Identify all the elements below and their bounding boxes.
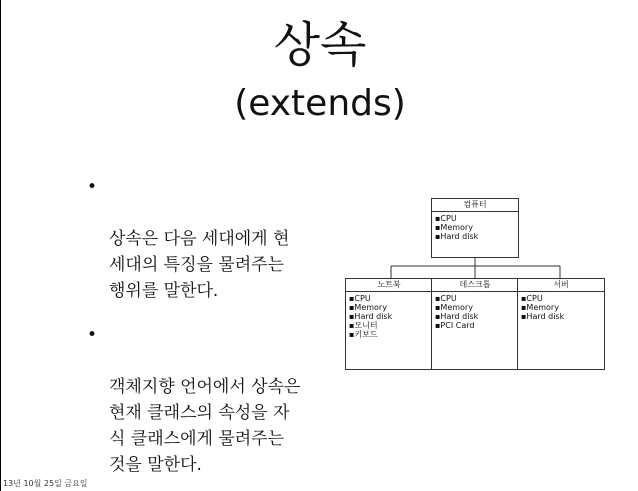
class-attribute: ▪CPU xyxy=(435,294,457,303)
class-attribute: ▪CPU xyxy=(435,214,457,223)
bullet-text: 상속은 다음 세대에게 현 세대의 특징을 물려주는 행위를 말한다. xyxy=(109,229,290,301)
class-name: 컴퓨터 xyxy=(432,199,518,212)
class-attributes xyxy=(432,212,518,243)
class-attribute: ▪Hard disk xyxy=(435,232,479,241)
class-attributes xyxy=(432,292,518,332)
class-attribute: ▪Hard disk xyxy=(349,312,393,321)
class-attributes xyxy=(346,292,432,341)
class-attribute: ▪Memory xyxy=(435,223,473,232)
class-attribute: ▪PCI Card xyxy=(435,321,475,330)
class-box-child xyxy=(345,278,433,370)
class-attribute: ▪Hard disk xyxy=(521,312,565,321)
slide-title: 상속 xyxy=(273,17,367,73)
class-attribute: ▪Hard disk xyxy=(435,312,479,321)
inheritance-connectors xyxy=(1,0,638,491)
class-name: 서버 xyxy=(518,279,604,292)
class-box-parent xyxy=(431,198,519,258)
class-attribute: ▪CPU xyxy=(521,294,543,303)
class-attribute: ▪키보드 xyxy=(349,330,378,339)
class-attribute: ▪CPU xyxy=(349,294,371,303)
class-box-child xyxy=(517,278,605,370)
class-name: 노트북 xyxy=(346,279,432,292)
class-attribute: ▪모니터 xyxy=(349,321,378,330)
class-attributes xyxy=(518,292,604,323)
bullet-dot-icon: • xyxy=(87,325,98,345)
class-attribute: ▪Memory xyxy=(521,303,559,312)
bullet-dot-icon: • xyxy=(87,177,98,197)
bullet-text: 객체지향 언어에서 상속은 현재 클래스의 속성을 자 식 클래스에게 물려주는 것을 말한다. xyxy=(109,377,301,475)
class-attribute: ▪Memory xyxy=(435,303,473,312)
class-attribute: ▪Memory xyxy=(349,303,387,312)
class-box-child xyxy=(431,278,519,370)
class-name: 데스크톱 xyxy=(432,279,518,292)
footer-date: 13년 10월 25일 금요일 xyxy=(3,479,88,488)
slide-subtitle: (extends) xyxy=(234,83,406,124)
